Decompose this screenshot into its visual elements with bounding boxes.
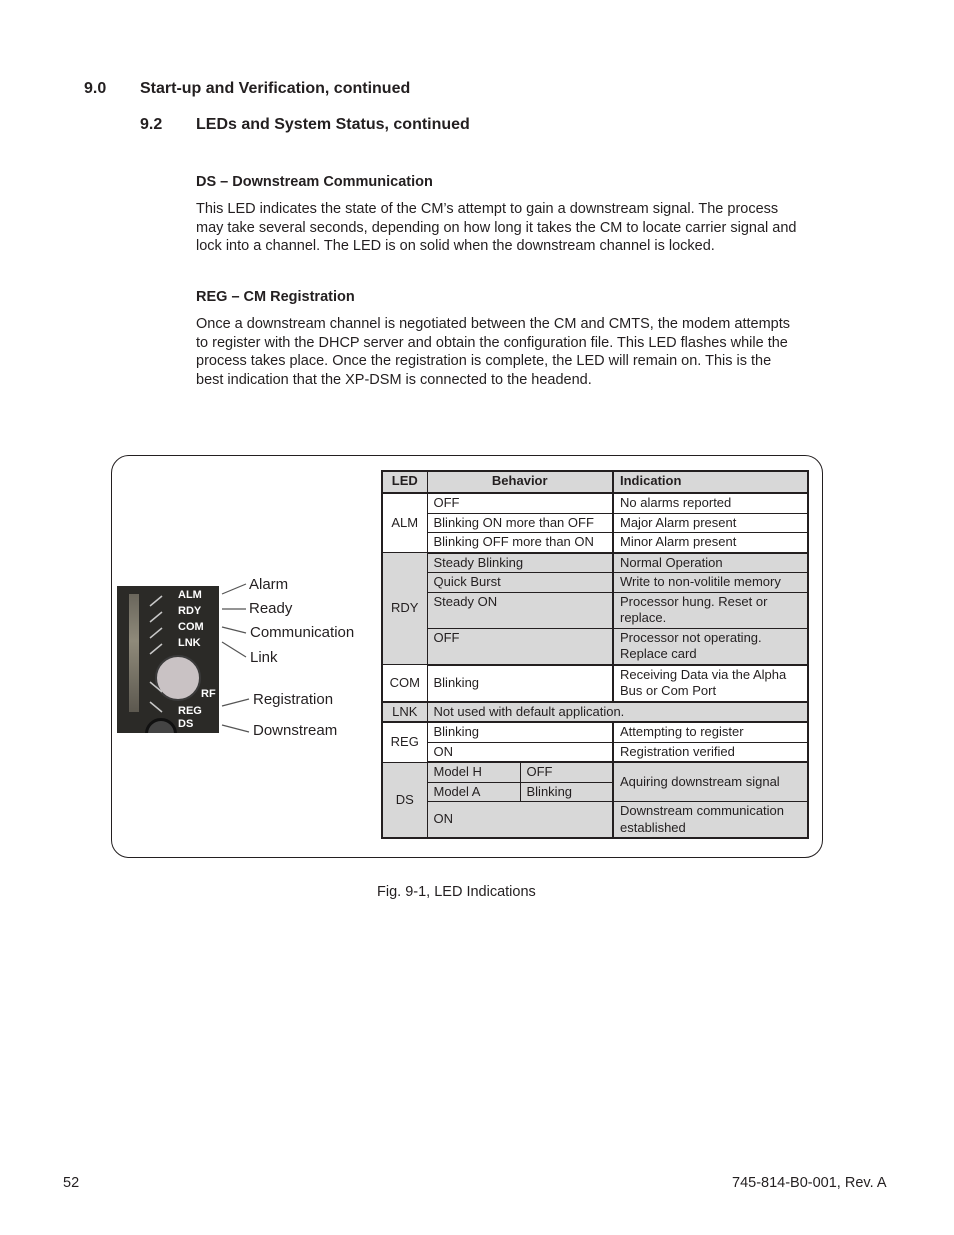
text-line: lock into a channel. The LED is on solid when the downstream channel is locked. (196, 238, 715, 255)
photo-label-alm: ALM (178, 589, 202, 601)
callout-alarm: Alarm (249, 576, 289, 593)
led-indications-table (381, 470, 809, 839)
ds-heading: DS – Downstream Communication (196, 174, 433, 190)
text-line: This LED indicates the state of the CM’s attempt to gain a downstream signal. The process (196, 201, 779, 217)
table-row (382, 742, 808, 762)
header-indication: Indication (613, 471, 808, 493)
led-ds: DS (382, 762, 427, 838)
header-led: LED (382, 471, 427, 493)
photo-label-reg: REG (178, 705, 202, 717)
table-row (382, 702, 808, 723)
behavior-cell: Blinking ON more than OFF (427, 513, 613, 533)
indication-cell: Attempting to register (613, 722, 808, 742)
table-row (382, 722, 808, 742)
table-row (382, 493, 808, 513)
state-cell: OFF (520, 762, 613, 782)
behavior-cell: ON (427, 802, 613, 839)
behavior-cell: Blinking (427, 722, 613, 742)
model-cell: Model H (427, 762, 520, 782)
table-row (382, 533, 808, 553)
indication-cell: Major Alarm present (613, 513, 808, 533)
table-row (382, 513, 808, 533)
behavior-cell: Not used with default application. (427, 702, 808, 723)
table-row (382, 802, 808, 839)
subsection-title: LEDs and System Status, continued (196, 116, 470, 133)
behavior-cell: Steady ON (427, 592, 613, 628)
subsection-number: 9.2 (140, 116, 163, 133)
table-row (382, 762, 808, 782)
text-line: to register with the DHCP server and obtain the configuration file. This LED flashes while the (196, 334, 788, 351)
behavior-cell: Quick Burst (427, 573, 613, 593)
page-number: 52 (63, 1175, 80, 1191)
text-line: may take several seconds, depending on how long it takes the CM to locate carrier signal and (196, 219, 797, 236)
table-header-row (382, 471, 808, 493)
indication-cell: Normal Operation (613, 553, 808, 573)
indication-cell: Aquiring downstream signal (613, 762, 808, 802)
photo-label-com: COM (178, 621, 204, 633)
reg-heading: REG – CM Registration (196, 289, 355, 305)
header-behavior: Behavior (427, 471, 613, 493)
led-rdy: RDY (382, 553, 427, 665)
state-cell: Blinking (520, 782, 613, 802)
table-row (382, 553, 808, 573)
reg-paragraph (196, 315, 846, 389)
led-strip (129, 594, 139, 712)
table-row (382, 592, 808, 628)
indication-cell: Minor Alarm present (613, 533, 808, 553)
photo-label-rf: RF (201, 688, 216, 700)
led-panel-photo (117, 586, 219, 733)
callout-communication: Communication (250, 624, 355, 641)
indication-cell: Processor hung. Reset or replace. (613, 592, 808, 628)
behavior-cell: OFF (427, 628, 613, 665)
table-row (382, 665, 808, 702)
text-line: process takes place. Once the registration is complete, the LED will remain on. This is the (196, 353, 772, 370)
section-title: Start-up and Verification, continued (140, 80, 411, 97)
ds-paragraph (196, 200, 846, 256)
document-number: 745-814-B0-001, Rev. A (732, 1175, 887, 1191)
section-number: 9.0 (84, 80, 107, 97)
photo-label-rdy: RDY (178, 605, 202, 617)
callout-link: Link (250, 649, 278, 666)
led-lnk: LNK (382, 702, 427, 723)
photo-label-ds: DS (178, 718, 194, 730)
led-com: COM (382, 665, 427, 702)
indication-cell: Receiving Data via the Alpha Bus or Com Port (613, 665, 808, 702)
section-heading (84, 80, 410, 98)
led-reg: REG (382, 722, 427, 762)
table-row (382, 573, 808, 593)
led-alm: ALM (382, 493, 427, 553)
indication-cell: Registration verified (613, 742, 808, 762)
behavior-cell: Steady Blinking (427, 553, 613, 573)
callout-registration: Registration (253, 691, 334, 708)
indication-cell: Downstream communication established (613, 802, 808, 839)
indication-cell: No alarms reported (613, 493, 808, 513)
behavior-cell: Blinking (427, 665, 613, 702)
rf-connector (155, 655, 201, 701)
callout-ready: Ready (249, 600, 293, 617)
indication-cell: Processor not operating. Replace card (613, 628, 808, 665)
figure-caption: Fig. 9-1, LED Indications (377, 884, 536, 900)
model-cell: Model A (427, 782, 520, 802)
text-line: best indication that the XP-DSM is connected to the headend. (196, 371, 592, 388)
bottom-connector (145, 718, 177, 733)
subsection-heading (140, 116, 470, 134)
photo-label-lnk: LNK (178, 637, 201, 649)
indication-cell: Write to non-volitile memory (613, 573, 808, 593)
callout-downstream: Downstream (253, 722, 338, 739)
text-line: Once a downstream channel is negotiated between the CM and CMTS, the modem attempts (196, 316, 791, 332)
behavior-cell: Blinking OFF more than ON (427, 533, 613, 553)
table-row (382, 628, 808, 665)
behavior-cell: OFF (427, 493, 613, 513)
behavior-cell: ON (427, 742, 613, 762)
